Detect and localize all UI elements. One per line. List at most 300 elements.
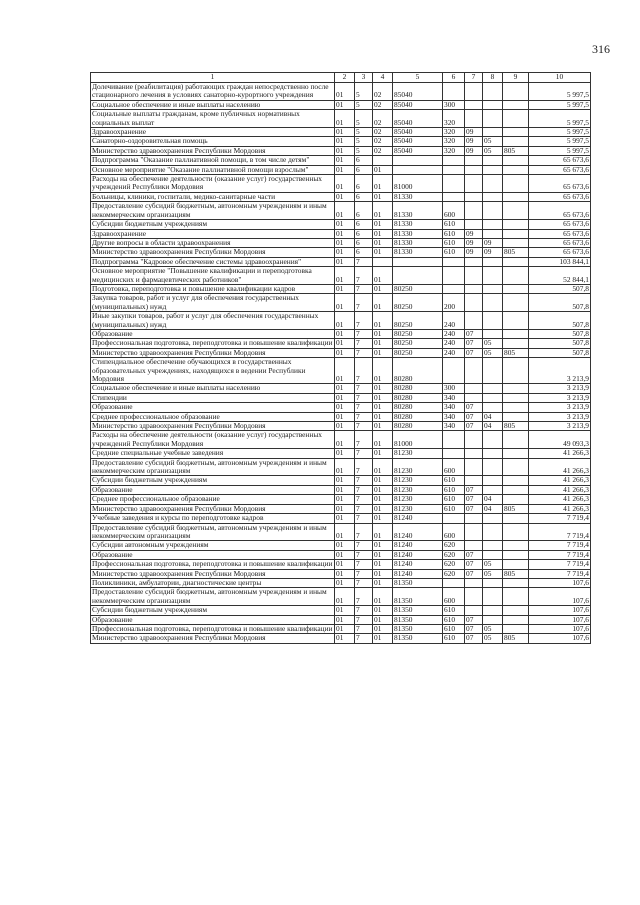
row-code-cell (483, 83, 503, 101)
row-code-cell: 01 (373, 248, 393, 257)
row-code-cell: 01 (373, 220, 393, 229)
row-code-cell (503, 615, 529, 624)
row-amount-cell: 3 213,9 (529, 422, 591, 431)
row-code-cell (483, 393, 503, 402)
row-code-cell: 5 (355, 100, 373, 109)
row-code-cell: 610 (443, 615, 465, 624)
row-code-cell: 80280 (393, 358, 443, 384)
row-code-cell (483, 284, 503, 293)
row-code-cell: 610 (443, 229, 465, 238)
row-amount-cell: 7 719,4 (529, 541, 591, 550)
row-code-cell: 07 (465, 412, 483, 421)
row-code-cell: 7 (355, 348, 373, 357)
row-code-cell: 09 (483, 248, 503, 257)
row-code-cell (503, 393, 529, 402)
table-row (91, 294, 591, 312)
row-name-cell: Средние специальные учебные заведения (91, 449, 335, 458)
row-code-cell: 01 (373, 634, 393, 643)
row-code-cell: 81240 (393, 569, 443, 578)
row-code-cell: 01 (373, 384, 393, 393)
row-amount-cell: 65 673,6 (529, 165, 591, 174)
row-name-cell: Основное мероприятие "Оказание паллиативной помощи взрослым" (91, 165, 335, 174)
row-amount-cell: 3 213,9 (529, 384, 591, 393)
row-code-cell: 240 (443, 339, 465, 348)
row-amount-cell: 3 213,9 (529, 412, 591, 421)
row-code-cell: 610 (443, 634, 465, 643)
row-code-cell: 320 (443, 146, 465, 155)
row-code-cell: 07 (465, 422, 483, 431)
row-code-cell: 01 (373, 514, 393, 523)
row-code-cell: 01 (335, 137, 355, 146)
table-row (91, 175, 591, 193)
row-code-cell: 09 (465, 229, 483, 238)
row-code-cell: 01 (335, 348, 355, 357)
table-row (91, 403, 591, 412)
row-code-cell: 610 (443, 495, 465, 504)
row-code-cell: 01 (335, 312, 355, 330)
row-code-cell: 07 (465, 339, 483, 348)
row-code-cell: 80250 (393, 294, 443, 312)
row-code-cell: 80250 (393, 348, 443, 357)
row-code-cell: 05 (483, 569, 503, 578)
row-code-cell: 6 (355, 220, 373, 229)
row-amount-cell: 5 997,5 (529, 146, 591, 155)
row-code-cell: 805 (503, 422, 529, 431)
row-code-cell (393, 165, 443, 174)
row-code-cell (465, 588, 483, 606)
row-code-cell: 01 (373, 229, 393, 238)
table-row (91, 588, 591, 606)
row-code-cell: 01 (335, 165, 355, 174)
row-name-cell: Санаторно-оздоровительная помощь (91, 137, 335, 146)
row-amount-cell: 3 213,9 (529, 393, 591, 402)
row-code-cell: 01 (373, 403, 393, 412)
row-code-cell (373, 257, 393, 266)
row-code-cell: 02 (373, 110, 393, 128)
row-name-cell: Образование (91, 485, 335, 494)
table-row (91, 238, 591, 247)
row-amount-cell: 7 719,4 (529, 514, 591, 523)
row-code-cell (465, 100, 483, 109)
row-code-cell: 81350 (393, 606, 443, 615)
row-code-cell: 02 (373, 137, 393, 146)
table-row (91, 100, 591, 109)
row-code-cell: 240 (443, 348, 465, 357)
row-code-cell: 01 (373, 523, 393, 541)
row-code-cell (503, 606, 529, 615)
header-col-8: 8 (483, 73, 503, 83)
header-col-3: 3 (355, 73, 373, 83)
row-amount-cell: 107,6 (529, 588, 591, 606)
row-code-cell: 7 (355, 458, 373, 476)
header-col-7: 7 (465, 73, 483, 83)
row-code-cell: 7 (355, 267, 373, 285)
table-row (91, 329, 591, 338)
row-code-cell: 6 (355, 165, 373, 174)
row-code-cell: 7 (355, 284, 373, 293)
row-code-cell: 07 (465, 624, 483, 633)
row-code-cell (503, 110, 529, 128)
row-code-cell: 09 (465, 137, 483, 146)
row-code-cell (465, 202, 483, 220)
row-code-cell: 09 (465, 146, 483, 155)
table-row (91, 267, 591, 285)
row-code-cell: 610 (443, 485, 465, 494)
row-code-cell (503, 431, 529, 449)
row-code-cell: 01 (335, 624, 355, 633)
table-row (91, 485, 591, 494)
row-code-cell: 7 (355, 358, 373, 384)
row-name-cell: Стипендиальное обеспечение обучающихся в государственных образовательных учреждениях, находящихся в ведении Республики Мордовия (91, 358, 335, 384)
row-code-cell: 85040 (393, 100, 443, 109)
table-row (91, 458, 591, 476)
row-code-cell: 7 (355, 393, 373, 402)
row-code-cell (393, 257, 443, 266)
row-amount-cell: 507,8 (529, 348, 591, 357)
row-code-cell (483, 449, 503, 458)
row-name-cell: Министерство здравоохранения Республики Мордовия (91, 248, 335, 257)
row-code-cell: 01 (373, 339, 393, 348)
row-code-cell (465, 384, 483, 393)
row-code-cell: 85040 (393, 110, 443, 128)
table-row (91, 248, 591, 257)
table-row (91, 146, 591, 155)
row-code-cell: 620 (443, 569, 465, 578)
row-amount-cell: 5 997,5 (529, 137, 591, 146)
row-amount-cell: 65 673,6 (529, 175, 591, 193)
header-col-5: 5 (393, 73, 443, 83)
row-code-cell: 300 (443, 100, 465, 109)
row-code-cell: 5 (355, 137, 373, 146)
row-code-cell: 07 (465, 329, 483, 338)
row-code-cell: 610 (443, 624, 465, 633)
row-name-cell: Субсидии бюджетным учреждениям (91, 606, 335, 615)
row-code-cell (503, 220, 529, 229)
table-row (91, 560, 591, 569)
row-code-cell: 01 (373, 560, 393, 569)
row-code-cell: 01 (373, 569, 393, 578)
row-code-cell: 07 (465, 560, 483, 569)
row-name-cell: Учебные заведения и курсы по переподготовке кадров (91, 514, 335, 523)
row-code-cell: 07 (465, 569, 483, 578)
row-code-cell: 7 (355, 624, 373, 633)
row-code-cell: 7 (355, 560, 373, 569)
row-code-cell: 01 (373, 412, 393, 421)
row-code-cell: 81350 (393, 634, 443, 643)
row-code-cell: 01 (373, 422, 393, 431)
row-code-cell (465, 294, 483, 312)
row-amount-cell: 41 266,3 (529, 476, 591, 485)
row-amount-cell: 65 673,6 (529, 238, 591, 247)
row-code-cell: 01 (335, 229, 355, 238)
row-code-cell (503, 202, 529, 220)
row-amount-cell: 507,8 (529, 294, 591, 312)
row-code-cell (443, 156, 465, 165)
row-code-cell (503, 514, 529, 523)
row-name-cell: Министерство здравоохранения Республики Мордовия (91, 422, 335, 431)
row-code-cell: 07 (465, 403, 483, 412)
row-name-cell: Предоставление субсидий бюджетным, автономным учреждениям и иным некоммерческим организациям (91, 202, 335, 220)
row-code-cell (503, 284, 529, 293)
header-col-4: 4 (373, 73, 393, 83)
row-code-cell: 01 (373, 578, 393, 587)
row-name-cell: Здравоохранение (91, 229, 335, 238)
row-code-cell: 610 (443, 606, 465, 615)
row-name-cell: Образование (91, 550, 335, 559)
row-code-cell: 01 (373, 192, 393, 201)
row-code-cell (465, 83, 483, 101)
row-code-cell (503, 550, 529, 559)
table-row (91, 339, 591, 348)
row-name-cell: Расходы на обеспечение деятельности (оказание услуг) государственных учреждений Республики Мордовия (91, 175, 335, 193)
row-name-cell: Подготовка, переподготовка и повышение квалификации кадров (91, 284, 335, 293)
row-code-cell: 7 (355, 384, 373, 393)
row-code-cell: 6 (355, 192, 373, 201)
row-code-cell (503, 458, 529, 476)
row-code-cell (503, 175, 529, 193)
row-code-cell (483, 588, 503, 606)
row-code-cell: 01 (373, 458, 393, 476)
row-code-cell: 01 (335, 578, 355, 587)
row-code-cell: 01 (373, 504, 393, 513)
row-code-cell: 02 (373, 146, 393, 155)
table-row (91, 569, 591, 578)
row-amount-cell: 3 213,9 (529, 358, 591, 384)
table-row (91, 393, 591, 402)
budget-table (90, 72, 591, 644)
row-code-cell: 600 (443, 202, 465, 220)
row-code-cell: 81330 (393, 248, 443, 257)
row-code-cell (503, 412, 529, 421)
row-code-cell (483, 358, 503, 384)
row-code-cell: 81330 (393, 202, 443, 220)
row-code-cell: 7 (355, 294, 373, 312)
row-code-cell: 01 (373, 495, 393, 504)
row-code-cell (393, 156, 443, 165)
row-code-cell: 01 (373, 294, 393, 312)
row-code-cell (483, 514, 503, 523)
row-name-cell: Социальные выплаты гражданам, кроме публичных нормативных социальных выплат (91, 110, 335, 128)
row-code-cell: 200 (443, 294, 465, 312)
row-code-cell: 85040 (393, 83, 443, 101)
row-code-cell: 01 (335, 588, 355, 606)
row-code-cell: 610 (443, 476, 465, 485)
row-code-cell: 01 (335, 606, 355, 615)
row-code-cell: 81350 (393, 624, 443, 633)
row-code-cell: 01 (335, 146, 355, 155)
table-row (91, 615, 591, 624)
row-code-cell: 01 (335, 220, 355, 229)
row-code-cell: 7 (355, 588, 373, 606)
row-code-cell (465, 267, 483, 285)
row-amount-cell: 41 266,3 (529, 449, 591, 458)
row-code-cell (465, 165, 483, 174)
row-code-cell: 80280 (393, 393, 443, 402)
row-code-cell: 81240 (393, 550, 443, 559)
row-code-cell (465, 284, 483, 293)
row-code-cell (503, 192, 529, 201)
row-code-cell (483, 329, 503, 338)
row-code-cell: 01 (335, 100, 355, 109)
row-code-cell (465, 606, 483, 615)
row-code-cell: 320 (443, 128, 465, 137)
table-row (91, 514, 591, 523)
row-code-cell: 01 (335, 110, 355, 128)
row-code-cell: 05 (483, 560, 503, 569)
row-code-cell: 01 (373, 606, 393, 615)
row-code-cell: 01 (335, 267, 355, 285)
row-code-cell: 5 (355, 83, 373, 101)
row-code-cell (465, 257, 483, 266)
row-name-cell: Закупка товаров, работ и услуг для обеспечения государственных (муниципальных) нужд (91, 294, 335, 312)
row-code-cell: 01 (335, 192, 355, 201)
table-row (91, 606, 591, 615)
row-amount-cell: 7 719,4 (529, 569, 591, 578)
row-code-cell: 01 (335, 412, 355, 421)
row-code-cell (503, 358, 529, 384)
row-code-cell (483, 156, 503, 165)
row-name-cell: Министерство здравоохранения Республики Мордовия (91, 348, 335, 357)
row-name-cell: Здравоохранение (91, 128, 335, 137)
row-code-cell: 01 (335, 238, 355, 247)
row-code-cell: 81230 (393, 504, 443, 513)
row-code-cell: 01 (335, 393, 355, 402)
table-row (91, 550, 591, 559)
row-code-cell (483, 606, 503, 615)
row-code-cell: 01 (335, 541, 355, 550)
row-code-cell: 01 (373, 238, 393, 247)
row-code-cell: 07 (465, 504, 483, 513)
table-row (91, 578, 591, 587)
row-code-cell (465, 175, 483, 193)
row-code-cell (483, 541, 503, 550)
row-code-cell: 80250 (393, 284, 443, 293)
row-code-cell: 01 (335, 128, 355, 137)
row-code-cell (503, 156, 529, 165)
header-col-9: 9 (503, 73, 529, 83)
row-code-cell: 81240 (393, 514, 443, 523)
row-code-cell (503, 485, 529, 494)
row-code-cell: 01 (335, 156, 355, 165)
row-code-cell (503, 100, 529, 109)
row-amount-cell: 65 673,6 (529, 220, 591, 229)
row-code-cell: 7 (355, 339, 373, 348)
row-amount-cell: 107,6 (529, 634, 591, 643)
row-code-cell (503, 257, 529, 266)
row-code-cell (483, 523, 503, 541)
row-amount-cell: 5 997,5 (529, 100, 591, 109)
table-row (91, 523, 591, 541)
row-name-cell: Министерство здравоохранения Республики Мордовия (91, 569, 335, 578)
row-code-cell: 04 (483, 412, 503, 421)
row-name-cell: Больницы, клиники, госпитали, медико-санитарные части (91, 192, 335, 201)
row-code-cell: 7 (355, 422, 373, 431)
table-row (91, 220, 591, 229)
table-row (91, 384, 591, 393)
row-amount-cell: 103 844,1 (529, 257, 591, 266)
row-code-cell (483, 550, 503, 559)
row-code-cell: 04 (483, 504, 503, 513)
table-row (91, 110, 591, 128)
row-code-cell (503, 384, 529, 393)
row-code-cell: 01 (373, 202, 393, 220)
row-code-cell: 85040 (393, 146, 443, 155)
row-code-cell: 05 (483, 339, 503, 348)
table-row (91, 137, 591, 146)
row-code-cell: 610 (443, 248, 465, 257)
row-code-cell (503, 449, 529, 458)
row-code-cell: 80280 (393, 412, 443, 421)
row-code-cell: 09 (465, 238, 483, 247)
row-code-cell: 01 (373, 284, 393, 293)
row-code-cell: 01 (373, 550, 393, 559)
row-code-cell: 07 (465, 485, 483, 494)
row-amount-cell: 65 673,6 (529, 156, 591, 165)
table-row (91, 495, 591, 504)
row-code-cell: 7 (355, 412, 373, 421)
row-amount-cell: 65 673,6 (529, 202, 591, 220)
row-amount-cell: 7 719,4 (529, 523, 591, 541)
row-code-cell: 01 (373, 541, 393, 550)
row-code-cell (503, 329, 529, 338)
row-code-cell: 7 (355, 606, 373, 615)
row-code-cell (465, 220, 483, 229)
row-code-cell (443, 165, 465, 174)
row-code-cell: 7 (355, 569, 373, 578)
row-code-cell: 320 (443, 137, 465, 146)
row-name-cell: Расходы на обеспечение деятельности (оказание услуг) государственных учреждений Республики Мордовия (91, 431, 335, 449)
row-code-cell: 7 (355, 550, 373, 559)
row-code-cell: 81330 (393, 192, 443, 201)
row-code-cell (443, 267, 465, 285)
row-code-cell (483, 165, 503, 174)
row-amount-cell: 7 719,4 (529, 550, 591, 559)
row-code-cell: 81330 (393, 238, 443, 247)
row-code-cell: 05 (483, 634, 503, 643)
row-code-cell (483, 431, 503, 449)
row-name-cell: Профессиональная подготовка, переподготовка и повышение квалификации (91, 339, 335, 348)
row-amount-cell: 49 093,3 (529, 431, 591, 449)
table-row (91, 541, 591, 550)
table-row (91, 165, 591, 174)
row-code-cell (483, 220, 503, 229)
row-name-cell: Профессиональная подготовка, переподготовка и повышение квалификации (91, 560, 335, 569)
row-code-cell (443, 175, 465, 193)
row-code-cell: 620 (443, 560, 465, 569)
row-amount-cell: 41 266,3 (529, 504, 591, 513)
row-code-cell: 85040 (393, 137, 443, 146)
row-code-cell: 81330 (393, 229, 443, 238)
page-number: 316 (592, 42, 610, 56)
row-code-cell: 02 (373, 100, 393, 109)
row-code-cell: 80250 (393, 339, 443, 348)
row-code-cell: 01 (335, 431, 355, 449)
row-code-cell: 01 (373, 267, 393, 285)
header-col-1: 1 (91, 73, 335, 83)
row-code-cell: 340 (443, 393, 465, 402)
row-code-cell (443, 257, 465, 266)
row-code-cell (483, 294, 503, 312)
row-name-cell: Предоставление субсидий бюджетным, автономным учреждениям и иным некоммерческим организациям (91, 523, 335, 541)
row-name-cell: Субсидии автономным учреждениям (91, 541, 335, 550)
row-code-cell: 7 (355, 615, 373, 624)
row-code-cell: 805 (503, 146, 529, 155)
row-code-cell (465, 393, 483, 402)
row-code-cell: 620 (443, 541, 465, 550)
row-amount-cell: 41 266,3 (529, 495, 591, 504)
table-row (91, 624, 591, 633)
row-code-cell (465, 449, 483, 458)
